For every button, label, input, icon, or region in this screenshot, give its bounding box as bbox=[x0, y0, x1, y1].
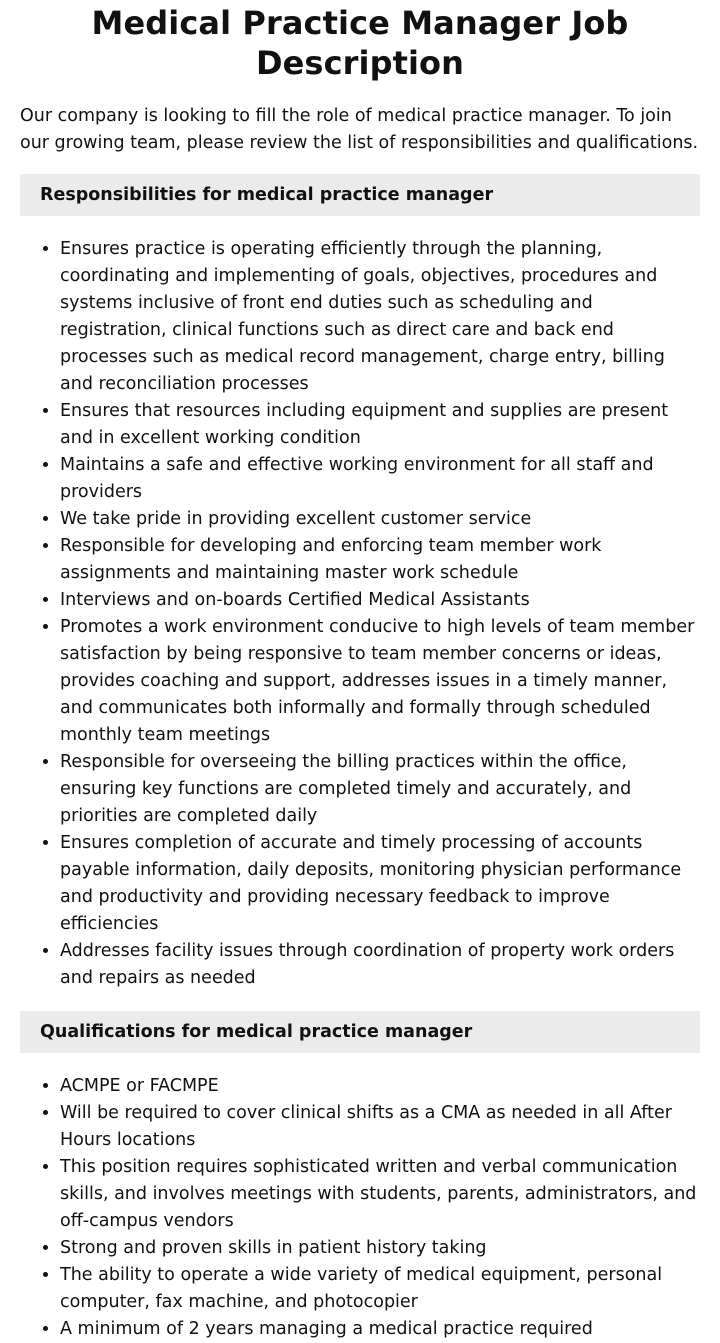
list-item: • Maintains a safe and effective working environment for all staff and providers bbox=[60, 452, 700, 506]
list-item: • Promotes a work environment conducive to high levels of team member satisfaction by being responsive to team member concerns or ideas, provides coaching and support, addresses issues in a timely manner, and communicates both informally and formally through scheduled monthly team meetings bbox=[60, 614, 700, 749]
list-item: • Ensures completion of accurate and timely processing of accounts payable information, daily deposits, monitoring physician performance and productivity and providing necessary feedback to improve efficiencies bbox=[60, 830, 700, 938]
qualifications-list bbox=[20, 1073, 700, 1343]
list-item: • Will be required to cover clinical shifts as a CMA as needed in all After Hours locations bbox=[60, 1100, 700, 1154]
list-item: • Strong and proven skills in patient history taking bbox=[60, 1235, 700, 1262]
intro-paragraph: Our company is looking to fill the role of medical practice manager. To join our growing team, please review the list of responsibilities and qualifications. bbox=[20, 106, 699, 153]
list-item: • We take pride in providing excellent customer service bbox=[60, 506, 700, 533]
list-item: • The ability to operate a wide variety of medical equipment, personal computer, fax machine, and photocopier bbox=[60, 1262, 700, 1316]
list-item: • Addresses facility issues through coordination of property work orders and repairs as needed bbox=[60, 938, 700, 992]
list-item: • ACMPE or FACMPE bbox=[60, 1073, 700, 1100]
list-item: • A minimum of 2 years managing a medical practice required bbox=[60, 1316, 700, 1343]
list-item: • This position requires sophisticated written and verbal communication skills, and involves meetings with students, parents, administrators, and off-campus vendors bbox=[60, 1154, 700, 1235]
list-item: • Ensures practice is operating efficiently through the planning, coordinating and implementing of goals, objectives, procedures and systems inclusive of front end duties such as scheduling and registration, clinical functions such as direct care and back end processes such as medical record management, charge entry, billing and reconciliation processes bbox=[60, 236, 700, 398]
qualifications-header: Qualifications for medical practice manager bbox=[20, 1011, 700, 1053]
responsibilities-list bbox=[20, 236, 700, 992]
list-item: • Responsible for overseeing the billing practices within the office, ensuring key functions are completed timely and accurately, and priorities are completed daily bbox=[60, 749, 700, 830]
responsibilities-header: Responsibilities for medical practice manager bbox=[20, 174, 700, 216]
page-title: Medical Practice Manager Job Description bbox=[91, 4, 629, 82]
list-item: • Ensures that resources including equipment and supplies are present and in excellent working condition bbox=[60, 398, 700, 452]
list-item: • Interviews and on-boards Certified Medical Assistants bbox=[60, 587, 700, 614]
list-item: • Responsible for developing and enforcing team member work assignments and maintaining master work schedule bbox=[60, 533, 700, 587]
